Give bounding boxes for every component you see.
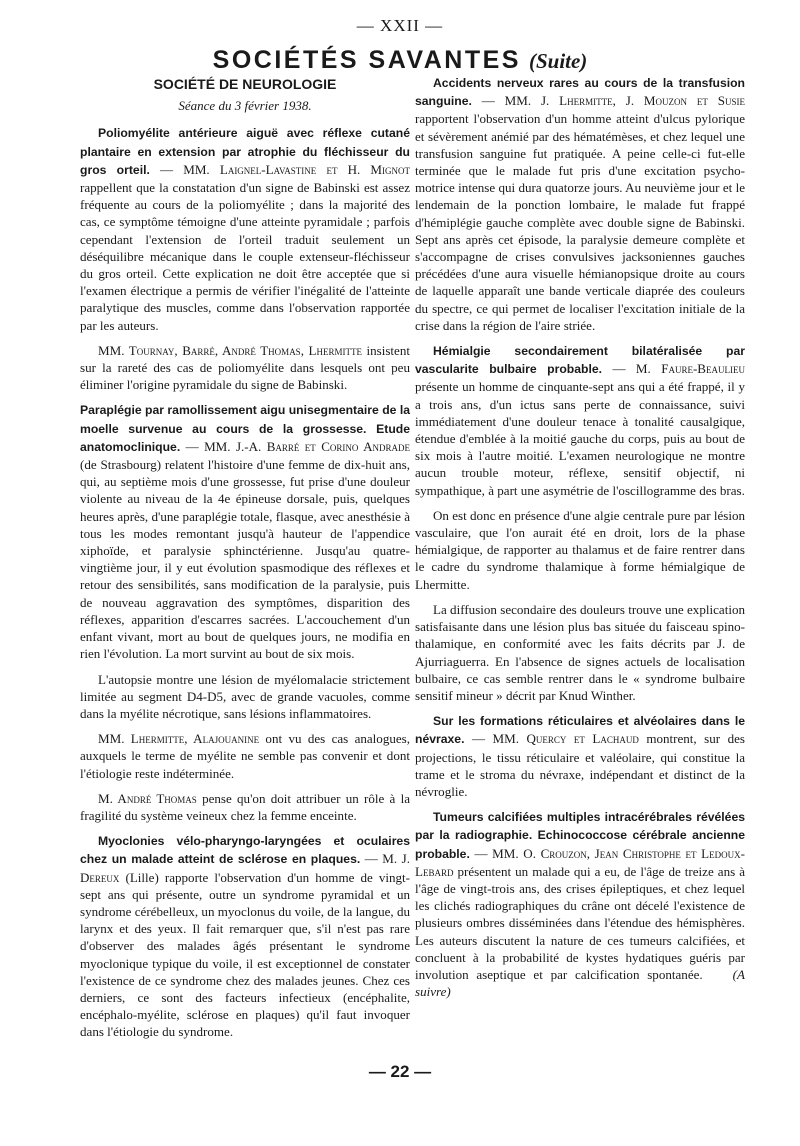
article-title: Hémialgie secondairement bilatéralisée par vascularite bulbaire probable. xyxy=(415,344,745,377)
article-body: rappellent que la constatation d'un signe de Babinski est assez fréquente au cours de la poliomyélite ; dans la majorité des cas, ce symptôme témoigne d'une atteinte pyramidale ; parfois cependant l'extension de l'orteil traduit seulement un déséquilibre mécanique dans le couple extenseur-fléchisseur du gros orteil. Cette explication ne doit être acceptée que si l'examen électrique a permis de vérifier l'inégalité de l'atteinte paralytique des muscles, comme dans l'observation rapportée par les auteurs. xyxy=(80,180,410,333)
article-body: présente un homme de cinquante-sept ans qui a été frappé, il y a trois ans, d'un ictus sans perte de connaissance, suivi immédiatement d'une douleur tenace à tonalité causalgique, étendue d'emblée à la moitié gauche du corps, puis au bout de six mois à l'autre moitié. L'examen neurologique ne montre aucun trouble moteur, réflexe, sensitif objectif, ni sympathique, à part une asymétrie de l'oscillogramme des bras. xyxy=(415,379,745,498)
page-title-suite: (Suite) xyxy=(528,49,588,73)
article-authors: Faure-Beaulieu xyxy=(661,361,745,377)
article-discussion xyxy=(80,730,410,782)
article-formations xyxy=(415,712,745,800)
right-column xyxy=(415,74,745,1008)
article-paraplegie xyxy=(80,401,410,662)
article-dash: — M. xyxy=(360,851,402,867)
article-body: montrent, sur des projections, le tissu réticulaire et valéolaire, qui constitue la trame et le stroma du névraxe, indépendant et distinct de la névroglie. xyxy=(415,731,745,799)
left-column xyxy=(80,74,410,1049)
article-dash: — MM. xyxy=(464,731,527,747)
article-body: insistent sur la rareté des cas de poliomyélite dans lesquels ont peu éliminer l'origine pyramidale du signe de Babinski. xyxy=(80,342,410,393)
page-title xyxy=(0,46,800,75)
section-heading: SOCIÉTÉ DE NEUROLOGIE xyxy=(153,76,337,92)
article-dash: — MM. xyxy=(469,845,524,861)
article-dash: — MM. xyxy=(180,438,236,454)
article-body: ont vu des cas analogues, auxquels le terme de myélite ne semble pas convenir et dont l'étiologie reste indéterminée. xyxy=(80,731,410,781)
page-title-main: SOCIÉTÉS SAVANTES xyxy=(212,46,521,74)
article-authors: J. Lhermitte, J. Mouzon et Susie xyxy=(540,93,745,109)
article-title: Myoclonies vélo-pharyngo-laryngées et oculaires chez un malade atteint de sclérose en plaques. xyxy=(80,834,410,867)
article-paragraph: L'autopsie montre une lésion de myélomalacie strictement limitée au segment D4-D5, avec de grande vacuoles, comme dans la myélite nécrotique, sans lésions inflammatoires. xyxy=(80,671,410,721)
article-title: Tumeurs calcifiées multiples intracérébrales révélées par la radiographie. Echinococcose cérébrale ancienne probable. xyxy=(415,810,745,861)
article-tumeurs xyxy=(415,808,745,1000)
article-title: Accidents nerveux rares au cours de la transfusion sanguine. xyxy=(415,76,745,109)
article-authors: J.-A. Barré et Corino Andrade xyxy=(235,438,410,454)
continued-note: (A suivre) xyxy=(415,966,745,1000)
article-authors: O. Crouzon, Jean Christophe et Ledoux-Lebard xyxy=(415,845,745,879)
article-title: Sur les formations réticulaires et alvéolaires dans le névraxe. xyxy=(415,714,745,747)
article-dash: — MM. xyxy=(149,161,220,177)
article-body: rapportent l'observation d'un homme atteint d'ulcus pylorique et sévèrement anémié par des hématémèses, et chez lequel une transfusion sanguine fut pratiquée. A peine celle-ci fut-elle terminée que le malade fut pris d'une excitation psycho-motrice intense qui dura quatorze jours. Au neuvième jour et le lendemain de la ponction lombaire, le malade fut frappé d'hémiplégie gauche complète avec double signe de Babinski. Sept ans après cet épisode, la paralysie demeure complète et s'accompagne de crises convulsives jacksoniennes gauches précédées d'une aura visuelle hémianopsique droite au cours de laquelle apparaît une bande verticale diaprée des couleurs du spectre, ce qui permet de localiser l'excitation initiale de la crise dans la région de l'aire striée. xyxy=(415,111,745,333)
page-number: — 22 — xyxy=(368,1062,432,1081)
article-hemialgie xyxy=(415,342,745,499)
article-authors: MM. Lhermitte, Alajouanine xyxy=(98,731,260,747)
article-paragraph: La diffusion secondaire des douleurs trouve une explication satisfaisante dans une lésion plus bas située du faisceau spino-thalamique, en conformité avec les faits décrits par J. de Ajurriaguerra. En l'absence de signes actuels de localisation bulbaire, ce cas semble rentrer dans le « syndrome bulbaire sensitif mineur » décrit par Knud Winther. xyxy=(415,601,745,703)
page-roman-numeral: — XXII — xyxy=(356,16,444,35)
article-transfusion xyxy=(415,74,745,334)
article-discussion xyxy=(80,342,410,394)
article-myoclonies xyxy=(80,832,410,1040)
article-discussion xyxy=(80,790,410,824)
article-authors: Quercy et Lachaud xyxy=(526,731,639,747)
article-dash: — M. xyxy=(602,361,662,377)
article-body: présentent un malade qui a eu, de l'âge de treize ans à l'âge de vingt-trois ans, des crises épileptiques, et chez lequel les clichés radiographiques du crâne ont décelé l'existence de plusieurs ombres disséminées dans l'étendue des hémisphères. Les auteurs discutent la nature de ces tumeurs calcifiées, et concluent à la probabilité de kystes hydatiques guéris par involution aseptique et par calcification spontanée. xyxy=(415,863,745,982)
article-authors: M. André Thomas xyxy=(98,790,197,806)
article-body: (de Strasbourg) relatent l'histoire d'une femme de dix-huit ans, qui, au septième mois d'une grossesse, fut prise d'une douleur violente au niveau de la 4e épineuse dorsale, puis, quelques heures après, d'une paraplégie totale, flasque, avec anesthésie à tous les modes remontant jusqu'à hauteur de l'appendice xiphoïde, et paralysie sphinctérienne. Jusqu'au quatre-vingtième jour, il y eut évolution spasmodique des réflexes et retour des sensibilités, sans modification de la paralysie, puis de nouveau aggravation des symptômes, disparition des réflexes, apparition d'escarres sacrées. L'accouchement d'un enfant vivant, mort au bout de quelques jours, ne modifia en rien l'évolution. La mort survint au bout de six mois. xyxy=(80,457,410,662)
article-body: pense qu'on doit attribuer un rôle à la fragilité du système veineux chez la femme enceinte. xyxy=(80,790,410,823)
article-authors: Laignel-Lavastine et H. Mignot xyxy=(219,161,411,177)
article-body: (Lille) rapporte l'observation d'un homme de vingt-sept ans qui présente, outre un syndrome pyramidal et un syndrome cérébelleux, un myoclonus du voile, de la langue, du larynx et des yeux. Il fait remarquer que, s'il n'est pas rare d'observer des malades âgés présentant le syndrome myoclonique typique du voile, il est exceptionnel de constater l'existence de ce syndrome chez des malades jeunes. Chez ces derniers, ce sont des facteurs infectieux (encéphalite, encéphalo-myélite, sclérose en plaques) qu'il faut invoquer dans l'étiologie du syndrome. xyxy=(80,869,410,1040)
article-title: Poliomyélite antérieure aiguë avec réflexe cutané plantaire en extension par atrophie du fléchisseur du gros orteil. xyxy=(80,126,410,177)
session-date: Séance du 3 février 1938. xyxy=(178,98,312,114)
article-dash: — MM. xyxy=(471,93,541,109)
article-poliomyelite xyxy=(80,124,410,333)
article-authors: J. Dereux xyxy=(80,851,410,885)
article-title: Paraplégie par ramollissement aigu unisegmentaire de la moelle survenue au cours de la grossesse. Etude anatomoclinique. xyxy=(80,403,410,454)
article-authors: MM. Tournay, Barré, André Thomas, Lhermitte xyxy=(98,342,362,358)
article-paragraph: On est donc en présence d'une algie centrale pure par lésion vasculaire, que l'on aurait été en droit, lors de la phase hémialgique, de rapporter au thalamus et de faire rentrer dans le cadre du syndrome thalamique à forme hémialgique de Lhermitte. xyxy=(415,507,745,592)
